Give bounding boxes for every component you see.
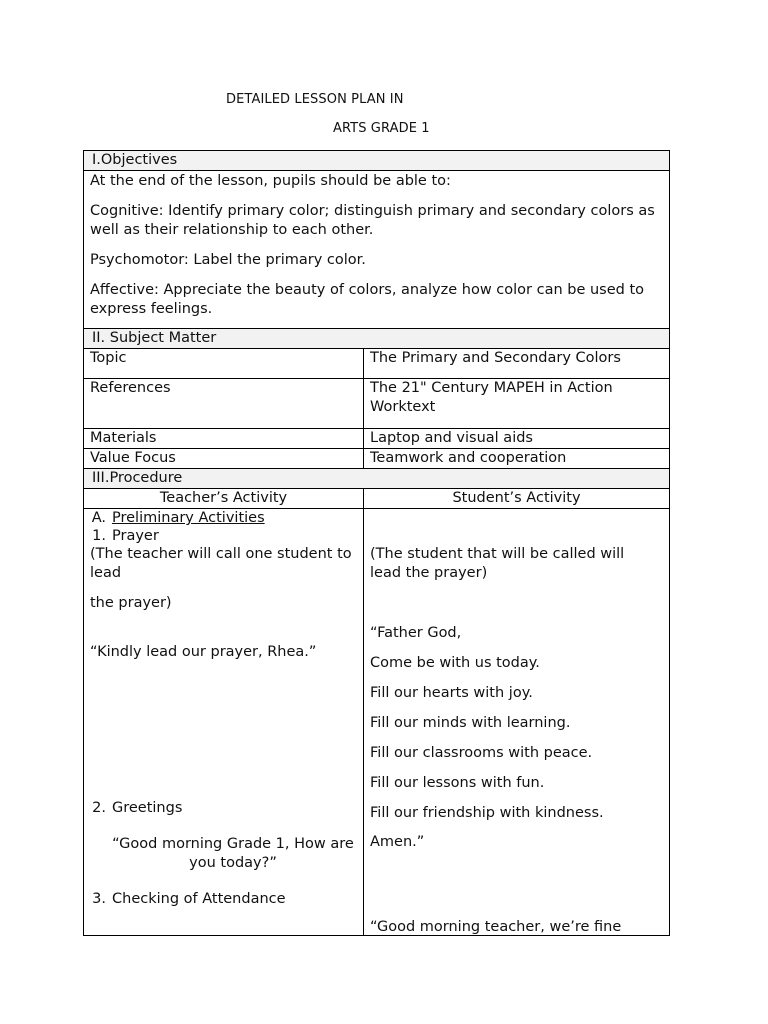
table-row (84, 429, 670, 449)
references-value: The 21" Century MAPEH in Action Worktext (364, 379, 670, 429)
student-activity-cell (364, 509, 670, 936)
prayer-line: Fill our hearts with joy. (370, 685, 533, 701)
objectives-row (84, 171, 670, 329)
objectives-content (84, 171, 670, 329)
references-label: References (84, 379, 364, 429)
objectives-intro: At the end of the lesson, pupils should be able to: (90, 173, 451, 189)
greeting-text: “Good morning Grade 1, How are you today?” (112, 836, 354, 871)
greetings-item (84, 799, 182, 818)
teacher-activity-header: Teacher’s Activity (84, 489, 364, 509)
document-subtitle: ARTS GRADE 1 (333, 121, 430, 136)
subject-matter-heading: II. Subject Matter (84, 329, 670, 349)
attendance-item (84, 890, 286, 909)
prayer-line: Fill our lessons with fun. (370, 775, 545, 791)
procedure-heading: III.Procedure (84, 469, 670, 489)
student-prayer-note: (The student that will be called will lead the prayer) (370, 546, 625, 581)
prayer-label: Prayer (112, 528, 159, 544)
topic-label: Topic (84, 349, 364, 379)
greetings-label: Greetings (112, 800, 183, 816)
prayer-line: Fill our minds with learning. (370, 715, 571, 731)
objectives-heading: I.Objectives (84, 151, 670, 171)
prayer-line: Come be with us today. (370, 655, 540, 671)
materials-label: Materials (84, 429, 364, 449)
preliminary-activities-label: Preliminary Activities (112, 510, 265, 526)
document-title: DETAILED LESSON PLAN IN (226, 92, 404, 107)
attendance-label: Checking of Attendance (112, 891, 286, 907)
table-row (84, 449, 670, 469)
teacher-activity-cell (84, 509, 364, 936)
prayer-line: “Father God, (370, 625, 462, 641)
table-row (84, 379, 670, 429)
objective-cognitive: Cognitive: Identify primary color; distinguish primary and secondary colors as well as their relationship to each other. (90, 203, 655, 238)
objectives-heading-row (84, 151, 670, 171)
list-marker: 2. (92, 800, 106, 816)
value-focus-value: Teamwork and cooperation (364, 449, 670, 469)
prayer-line: Fill our friendship with kindness. (370, 805, 604, 821)
prayer-request: “Kindly lead our prayer, Rhea.” (90, 644, 317, 660)
prayer-line: Fill our classrooms with peace. (370, 745, 593, 761)
list-marker: 3. (92, 891, 106, 907)
topic-value: The Primary and Secondary Colors (364, 349, 670, 379)
prayer-line: Amen.” (370, 834, 425, 850)
value-focus-label: Value Focus (84, 449, 364, 469)
list-marker: A. (91, 510, 106, 526)
objective-affective: Affective: Appreciate the beauty of colors, analyze how color can be used to express feelings. (90, 282, 645, 317)
prayer-note-continued: the prayer) (90, 595, 172, 611)
preliminary-activities-item (84, 509, 265, 528)
subject-matter-heading-row (84, 329, 670, 349)
list-marker: 1. (92, 528, 106, 544)
objective-psychomotor: Psychomotor: Label the primary color. (90, 252, 366, 268)
table-row (84, 349, 670, 379)
procedure-row (84, 509, 670, 936)
materials-value: Laptop and visual aids (364, 429, 670, 449)
lesson-plan-table (83, 150, 670, 936)
greeting-reply: “Good morning teacher, we’re fine (370, 919, 622, 935)
prayer-note: (The teacher will call one student to lead (90, 546, 352, 581)
prayer-item (84, 527, 159, 546)
procedure-heading-row (84, 469, 670, 489)
student-activity-header: Student’s Activity (364, 489, 670, 509)
activity-header-row (84, 489, 670, 509)
